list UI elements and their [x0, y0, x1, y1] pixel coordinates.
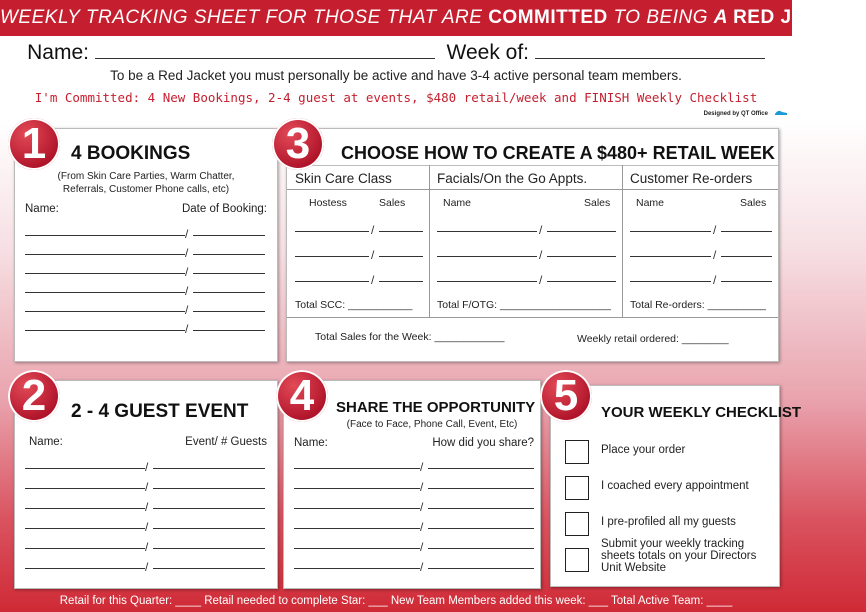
entry-name-line[interactable]: [437, 231, 537, 232]
entry-sales-line[interactable]: [379, 281, 423, 282]
slash-separator: /: [539, 248, 543, 262]
column-sub-1: Name: [636, 197, 665, 209]
entry-name-line[interactable]: [630, 281, 711, 282]
entry-sales-line[interactable]: [547, 281, 616, 282]
entry-name-line[interactable]: [294, 568, 420, 569]
checklist-checkbox[interactable]: [565, 512, 589, 536]
banner-text-2: COMMITTED: [488, 7, 608, 28]
slash-separator: /: [371, 223, 375, 237]
entry-value-line[interactable]: [193, 330, 265, 331]
top-banner: [0, 0, 866, 36]
checklist-title: YOUR WEEKLY CHECKLIST: [601, 404, 802, 421]
share-name-header: Name:: [294, 437, 328, 449]
entry-value-line[interactable]: [193, 254, 265, 255]
name-label: Name:: [27, 41, 89, 64]
column-sub-2: Sales: [584, 197, 611, 209]
column-total[interactable]: Total Re-orders: __________: [630, 299, 767, 311]
slash-separator: /: [185, 303, 189, 317]
checklist-item-label: Submit your weekly tracking sheets totals on your Directors Unit Website: [601, 538, 757, 574]
share-note: (Face to Face, Phone Call, Event, Etc): [346, 419, 518, 430]
slash-separator: /: [420, 480, 424, 494]
entry-sales-line[interactable]: [379, 231, 423, 232]
entry-name-line[interactable]: [25, 468, 145, 469]
col-divider-1: [429, 165, 430, 317]
totals-divider: [287, 317, 778, 318]
subtitle: To be a Red Jacket you must personally be active and have 3-4 active personal team members.: [110, 68, 682, 83]
entry-value-line[interactable]: [428, 568, 534, 569]
entry-value-line[interactable]: [153, 468, 265, 469]
slash-separator: /: [185, 284, 189, 298]
entry-value-line[interactable]: [428, 488, 534, 489]
column-sub-2: Sales: [379, 197, 406, 209]
checklist-item-label: I coached every appointment: [601, 480, 749, 492]
column-sub-1: Name: [443, 197, 472, 209]
column-heading: Customer Re-orders: [630, 171, 753, 186]
column-sub-2: Sales: [740, 197, 767, 209]
retail-week-title: CHOOSE HOW TO CREATE A $480+ RETAIL WEEK: [341, 143, 775, 163]
entry-name-line[interactable]: [25, 254, 185, 255]
entry-sales-line[interactable]: [721, 256, 772, 257]
entry-value-line[interactable]: [153, 488, 265, 489]
entry-name-line[interactable]: [630, 256, 711, 257]
entry-value-line[interactable]: [428, 468, 534, 469]
slash-separator: /: [713, 273, 717, 287]
guest-name-header: Name:: [29, 436, 63, 448]
heading-divider: [287, 189, 778, 190]
slash-separator: /: [420, 500, 424, 514]
entry-name-line[interactable]: [437, 256, 537, 257]
slash-separator: /: [371, 248, 375, 262]
checklist-item-label: I pre-profiled all my guests: [601, 516, 736, 528]
shoe-icon: [774, 108, 788, 116]
slash-separator: /: [145, 540, 149, 554]
entry-sales-line[interactable]: [547, 231, 616, 232]
checklist-card: [550, 385, 802, 587]
week-field[interactable]: [535, 40, 765, 59]
slash-separator: /: [420, 560, 424, 574]
entry-name-line[interactable]: [294, 548, 420, 549]
name-week-row: [0, 40, 792, 65]
slash-separator: /: [539, 223, 543, 237]
slash-separator: /: [145, 460, 149, 474]
commitment-line: I'm Committed: 4 New Bookings, 2-4 guest at events, $480 retail/week and FINISH Weekly Checklist: [34, 90, 758, 105]
entry-value-line[interactable]: [193, 311, 265, 312]
entry-name-line[interactable]: [25, 273, 185, 274]
guest-event-title: 2 - 4 GUEST EVENT: [71, 401, 249, 422]
share-how-header: How did you share?: [432, 437, 534, 449]
entry-value-line[interactable]: [428, 548, 534, 549]
entry-name-line[interactable]: [437, 281, 537, 282]
entry-name-line[interactable]: [25, 330, 185, 331]
slash-separator: /: [185, 246, 189, 260]
entry-name-line[interactable]: [630, 231, 711, 232]
guest-event-header: Event/ # Guests: [185, 436, 267, 448]
col-divider-2: [622, 165, 623, 317]
slash-separator: /: [539, 273, 543, 287]
slash-separator: /: [185, 227, 189, 241]
title-divider: [287, 165, 778, 166]
entry-name-line[interactable]: [25, 311, 185, 312]
entry-name-line[interactable]: [295, 256, 369, 257]
entry-value-line[interactable]: [193, 235, 265, 236]
entry-sales-line[interactable]: [379, 256, 423, 257]
total-sales-week[interactable]: Total Sales for the Week: ____________: [315, 331, 505, 343]
bookings-note-1: (From Skin Care Parties, Warm Chatter,: [57, 171, 235, 182]
name-field[interactable]: [95, 40, 435, 59]
section-5-badge: 5: [540, 370, 592, 422]
banner-text-5: RED JACKET!: [733, 7, 866, 28]
entry-name-line[interactable]: [25, 292, 185, 293]
slash-separator: /: [145, 480, 149, 494]
slash-separator: /: [420, 460, 424, 474]
entry-sales-line[interactable]: [721, 231, 772, 232]
entry-value-line[interactable]: [193, 292, 265, 293]
entry-value-line[interactable]: [153, 548, 265, 549]
bookings-title: 4 BOOKINGS: [71, 143, 191, 164]
slash-separator: /: [145, 520, 149, 534]
entry-name-line[interactable]: [25, 235, 185, 236]
entry-name-line[interactable]: [25, 508, 145, 509]
entry-sales-line[interactable]: [721, 281, 772, 282]
entry-name-line[interactable]: [294, 528, 420, 529]
week-label: Week of:: [446, 41, 529, 64]
entry-value-line[interactable]: [153, 568, 265, 569]
entry-name-line[interactable]: [25, 488, 145, 489]
bookings-card: [14, 128, 278, 362]
bookings-note-2: Referrals, Customer Phone calls, etc): [62, 184, 230, 195]
column-heading: Facials/On the Go Appts.: [437, 171, 588, 186]
column-total[interactable]: Total SCC: ___________: [295, 299, 413, 311]
entry-value-line[interactable]: [428, 508, 534, 509]
entry-name-line[interactable]: [295, 231, 369, 232]
section-3-badge: 3: [272, 118, 324, 170]
column-heading: Skin Care Class: [295, 171, 392, 186]
slash-separator: /: [145, 560, 149, 574]
footer-totals: Retail for this Quarter: ____ Retail needed to complete Star: ___ New Team Members added this week: ___ Total Active Team: ____: [59, 595, 733, 607]
entry-value-line[interactable]: [428, 528, 534, 529]
checklist-checkbox[interactable]: [565, 440, 589, 464]
weekly-retail-ordered[interactable]: Weekly retail ordered: ________: [577, 333, 729, 345]
entry-name-line[interactable]: [25, 528, 145, 529]
slash-separator: /: [713, 223, 717, 237]
checklist-item-label: Place your order: [601, 444, 686, 456]
slash-separator: /: [145, 500, 149, 514]
entry-name-line[interactable]: [25, 568, 145, 569]
slash-separator: /: [185, 322, 189, 336]
slash-separator: /: [185, 265, 189, 279]
designed-by: Designed by QT Office: [703, 111, 768, 117]
bookings-date-header: Date of Booking:: [181, 203, 267, 215]
entry-name-line[interactable]: [295, 281, 369, 282]
banner-text-4: A: [713, 7, 734, 28]
slash-separator: /: [713, 248, 717, 262]
entry-value-line[interactable]: [193, 273, 265, 274]
entry-value-line[interactable]: [153, 528, 265, 529]
banner-text-3: TO BEING: [607, 7, 714, 28]
checklist-checkbox[interactable]: [565, 476, 589, 500]
slash-separator: /: [371, 273, 375, 287]
slash-separator: /: [420, 520, 424, 534]
entry-name-line[interactable]: [294, 468, 420, 469]
entry-value-line[interactable]: [153, 508, 265, 509]
section-1-badge: 1: [8, 118, 60, 170]
entry-sales-line[interactable]: [547, 256, 616, 257]
entry-name-line[interactable]: [25, 548, 145, 549]
section-4-badge: 4: [276, 370, 328, 422]
banner-text-1: WEEKLY TRACKING SHEET FOR THOSE THAT ARE: [0, 7, 489, 28]
retail-week-card: [286, 128, 779, 362]
share-opportunity-title: SHARE THE OPPORTUNITY: [336, 399, 536, 416]
column-total[interactable]: Total F/OTG: ___________________: [437, 299, 611, 311]
checklist-checkbox[interactable]: [565, 548, 589, 572]
entry-name-line[interactable]: [294, 508, 420, 509]
section-2-badge: 2: [8, 370, 60, 422]
entry-name-line[interactable]: [294, 488, 420, 489]
bookings-name-header: Name:: [25, 203, 59, 215]
slash-separator: /: [420, 540, 424, 554]
column-sub-1: Hostess: [309, 197, 347, 209]
